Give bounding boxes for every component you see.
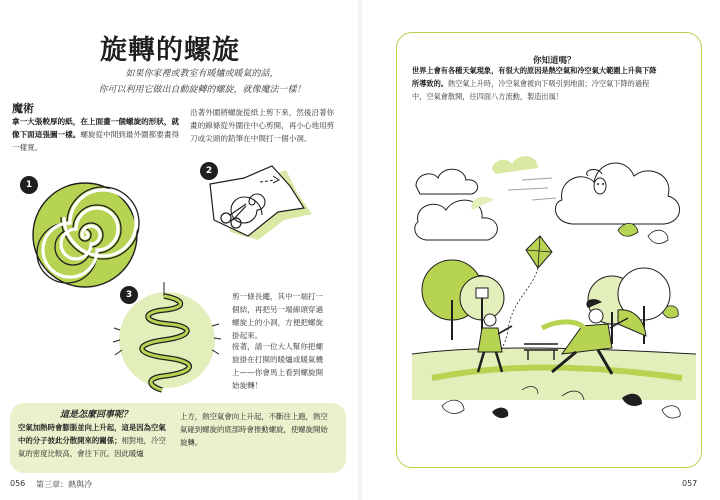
- subtitle-line-2: 你可以利用它做出自動旋轉的螺旋，就像魔法一樣！: [98, 85, 306, 95]
- page-title: 旋轉的螺旋: [100, 35, 240, 66]
- cut-paper-illustration: [200, 160, 320, 250]
- explanation-bold: 空氣加熱時會膨脹並向上升起，這是因為空氣中的分子彼此分散開來的關係；: [18, 423, 166, 445]
- step-3-text: 剪一條長繩，其中一端打一個結，再把另一端線頭穿過螺旋上的小洞，方便把螺旋掛起來。: [232, 292, 324, 340]
- page-subtitle: [62, 66, 342, 98]
- paper-spiral-illustration: [30, 180, 140, 290]
- step-2-badge: 2: [200, 162, 218, 180]
- book-gutter: [358, 0, 362, 500]
- did-you-know-body: 熱空氣上升時，冷空氣會被向下吸引到地面；冷空氣下降的過程中，空氣會散開，往四面八方流動，製造出風！: [412, 79, 650, 101]
- hanging-spiral-illustration: [112, 278, 222, 398]
- step-1-badge: 1: [20, 176, 38, 194]
- step-1-bold: 拿一大張較厚的紙，在上面畫一個螺旋的形狀，就像下面這張圖一樣。: [12, 117, 180, 139]
- right-page-number: 057: [682, 479, 698, 488]
- did-you-know-title: 你知道嗎？: [533, 56, 576, 66]
- chapter-label: 第三章：熱與冷: [36, 480, 92, 489]
- windy-park-illustration: [412, 140, 696, 450]
- explanation-left-text: [18, 421, 172, 460]
- step-3-badge: 3: [120, 286, 138, 304]
- did-you-know-bold: 世界上會有各種天氣現象，有很大的原因是熱空氣和冷空氣大範圍上升與下降所導致的。: [412, 66, 657, 88]
- explanation-title: 這是怎麼回事呢？: [60, 410, 133, 420]
- step-4-text: 接著，請一位大人幫你把螺旋掛在打開的暖爐或暖氣機上——你會馬上看到螺旋開始旋轉！: [232, 342, 324, 390]
- step-1-body: 螺旋從中間到最外圍都要畫得一樣寬。: [12, 130, 180, 152]
- subtitle-line-1: 如果你家裡或教室有暖爐或暖氣的話，: [125, 69, 279, 79]
- step-2-text: 沿著外圍將螺旋從紙上剪下來，然後沿著你畫的線條從外圍往中心剪開，再小心地用剪刀或尖頭的鉛筆在中間打一個小洞。: [190, 108, 335, 143]
- explanation-left-body: 相對地，冷空氣的密度比較高，會往下沉。因此暖爐: [18, 436, 166, 458]
- magic-label: 魔術: [12, 102, 34, 115]
- left-page-number: 056: [10, 479, 26, 488]
- explanation-right-text: 上方，熱空氣會向上升起，不斷往上跑，熱空氣碰到螺旋的底部時會推動螺旋，使螺旋開始旋轉。: [180, 412, 328, 447]
- step-1-text: [12, 115, 180, 154]
- did-you-know-text: [412, 64, 662, 103]
